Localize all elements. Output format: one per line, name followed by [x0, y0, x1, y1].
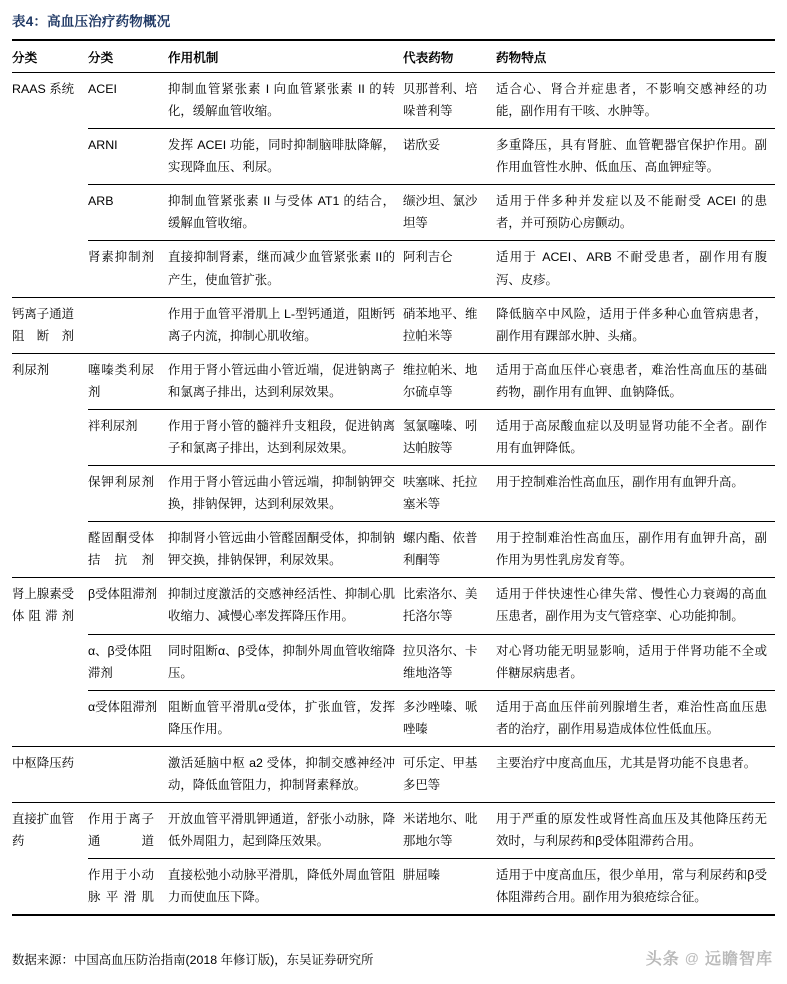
table-row [12, 634, 775, 690]
cell-subgroup: 作用于离子通道 [88, 803, 168, 859]
table-bottom-rule [12, 914, 775, 916]
cell-features: 适用于高血压伴心衰患者，难治性高血压的基础药物，副作用有血钾、血钠降低。 [496, 353, 775, 409]
cell-subgroup: α受体阻滞剂 [88, 690, 168, 746]
footer [0, 938, 787, 984]
cell-subgroup: ARB [88, 185, 168, 241]
cell-features: 适合心、肾合并症患者，不影响交感神经的功能，副作用有干咳、水肿等。 [496, 73, 775, 129]
cell-drugs: 氢氯噻嗪、吲达帕胺等 [403, 409, 496, 465]
cell-subgroup: 肾素抑制剂 [88, 241, 168, 297]
cell-subgroup: α、β受体阻滞剂 [88, 634, 168, 690]
cell-features: 多重降压，具有肾脏、血管靶器官保护作用。副作用血管性水肿、低血压、高血钾症等。 [496, 129, 775, 185]
cell-mechanism: 作用于肾小管远曲小管近端，促进钠离子和氯离子排出，达到利尿效果。 [168, 353, 403, 409]
cell-mechanism: 直接松弛小动脉平滑肌，降低外周血管阻力而使血压下降。 [168, 868, 395, 905]
table-row [12, 859, 775, 915]
table-row [12, 241, 775, 297]
at-sign-icon: @ [684, 949, 700, 966]
table-row [12, 297, 775, 353]
cell-drugs: 硝苯地平、维拉帕米等 [403, 297, 496, 353]
cell-subgroup [88, 746, 168, 802]
cell-features: 用于控制难治性高血压，副作用有血钾升高，副作用为男性乳房发育等。 [496, 522, 775, 578]
cell-drugs: 肼屈嗪 [403, 868, 441, 883]
table-body [12, 73, 775, 915]
cell-subgroup: 醛固酮受体拮抗剂 [88, 522, 168, 578]
cell-features: 适用于伴多种并发症以及不能耐受 ACEI 的患者，并可预防心房颤动。 [496, 185, 775, 241]
cell-subgroup: β受体阻滞剂 [88, 578, 168, 634]
column-header-category-1: 分类 [12, 40, 88, 73]
cell-features: 用于严重的原发性或肾性高血压及其他降压药无效时，与利尿药和β受体阻滞药合用。 [496, 803, 775, 859]
cell-drugs: 缬沙坦、氯沙坦等 [403, 185, 496, 241]
table-header-row [12, 40, 775, 73]
table-row [12, 353, 775, 409]
table-row [12, 746, 775, 802]
table-row [12, 690, 775, 746]
column-header-mechanism: 作用机制 [168, 40, 403, 73]
table-row [12, 522, 775, 578]
watermark [646, 946, 773, 969]
cell-group: 钙离子通道阻断剂 [12, 297, 88, 353]
cell-drugs: 米诺地尔、吡那地尔等 [403, 803, 496, 859]
cell-mechanism: 发挥 ACEI 功能，同时抑制脑啡肽降解，实现降血压、利尿。 [168, 129, 403, 185]
cell-drugs: 阿利吉仑 [403, 241, 496, 297]
cell-subgroup: ACEI [88, 73, 168, 129]
cell-mechanism: 作用于肾小管的髓袢升支粗段，促进钠离子和氯离子排出，达到利尿效果。 [168, 409, 403, 465]
cell-features: 主要治疗中度高血压，尤其是肾功能不良患者。 [496, 746, 775, 802]
cell-features: 用于控制难治性高血压，副作用有血钾升高。 [496, 466, 775, 522]
table-row [12, 466, 775, 522]
cell-mechanism: 作用于血管平滑肌上 L-型钙通道，阻断钙离子内流，抑制心肌收缩。 [168, 297, 403, 353]
cell-features: 适用于伴快速性心律失常、慢性心力衰竭的高血压患者，副作用为支气管痉挛、心功能抑制。 [496, 578, 775, 634]
cell-mechanism: 抑制肾小管远曲小管醛固酮受体，抑制钠钾交换，排钠保钾，利尿效果。 [168, 522, 403, 578]
cell-group: 利尿剂 [12, 362, 50, 377]
cell-subgroup: 保钾利尿剂 [88, 466, 168, 522]
table-row [12, 185, 775, 241]
data-source-note: 数据来源：中国高血压防治指南(2018 年修订版)，东吴证券研究所 [12, 953, 374, 967]
cell-mechanism: 阻断血管平滑肌α受体，扩张血管，发挥降压作用。 [168, 690, 403, 746]
cell-group: 直接扩血管药 [12, 812, 74, 849]
cell-mechanism: 直接抑制肾素，继而减少血管紧张素 II的产生，使血管扩张。 [168, 241, 403, 297]
table-row [12, 803, 775, 859]
table-header [12, 40, 775, 73]
cell-subgroup: 作用于小动脉平滑肌 [88, 868, 154, 905]
cell-group [12, 129, 88, 185]
cell-group [12, 409, 88, 465]
cell-group: 肾上腺素受体阻滞剂 [12, 587, 74, 624]
table-row [12, 578, 775, 634]
cell-drugs: 维拉帕米、地尔硫卓等 [403, 353, 496, 409]
cell-features: 降低脑卒中风险，适用于伴多种心血管病患者，副作用有踝部水肿、头痛。 [496, 297, 775, 353]
page-title: 表4：高血压治疗药物概况 [12, 14, 171, 29]
watermark-name: 远瞻智库 [704, 951, 773, 968]
table-row [12, 73, 775, 129]
cell-mechanism: 抑制血管紧张素 I 向血管紧张素 II 的转化，缓解血管收缩。 [168, 73, 403, 129]
table-row [12, 409, 775, 465]
cell-drugs: 诺欣妥 [403, 129, 496, 185]
table-row [12, 129, 775, 185]
drug-overview-table [12, 39, 775, 914]
column-header-features: 药物特点 [496, 40, 775, 73]
cell-drugs: 螺内酯、依普利酮等 [403, 522, 496, 578]
cell-subgroup: ARNI [88, 129, 168, 185]
cell-group [12, 241, 88, 297]
column-header-drugs: 代表药物 [403, 40, 496, 73]
cell-group [12, 690, 88, 746]
cell-drugs: 比索洛尔、美托洛尔等 [403, 578, 496, 634]
cell-subgroup: 袢利尿剂 [88, 409, 168, 465]
cell-drugs: 可乐定、甲基多巴等 [403, 746, 496, 802]
cell-group [12, 185, 88, 241]
cell-features: 适用于高血压伴前列腺增生者，难治性高血压患者的治疗，副作用易造成体位性低血压。 [496, 690, 775, 746]
cell-group [12, 466, 88, 522]
cell-mechanism: 作用于肾小管远曲小管远端，抑制钠钾交换，排钠保钾，达到利尿效果。 [168, 466, 403, 522]
cell-features: 适用于 ACEI、ARB 不耐受患者，副作用有腹泻、皮疹。 [496, 241, 775, 297]
cell-group [12, 634, 88, 690]
cell-mechanism: 激活延脑中枢 a2 受体，抑制交感神经冲动，降低血管阻力，抑制肾素释放。 [168, 746, 403, 802]
cell-subgroup: 噻嗪类利尿剂 [88, 353, 168, 409]
cell-drugs: 贝那普利、培哚普利等 [403, 73, 496, 129]
cell-drugs: 拉贝洛尔、卡维地洛等 [403, 634, 496, 690]
watermark-prefix: 头条 [645, 951, 680, 968]
cell-features: 适用于高尿酸血症以及明显肾功能不全者。副作用有血钾降低。 [496, 409, 775, 465]
cell-drugs: 多沙唑嗪、哌唑嗪 [403, 690, 496, 746]
cell-features: 对心肾功能无明显影响，适用于伴肾功能不全或伴糖尿病患者。 [496, 634, 775, 690]
cell-group: RAAS 系统 [12, 82, 74, 96]
cell-mechanism: 同时阻断α、β受体，抑制外周血管收缩降压。 [168, 634, 403, 690]
cell-mechanism: 开放血管平滑肌钾通道，舒张小动脉，降低外周阻力，起到降压效果。 [168, 803, 403, 859]
cell-mechanism: 抑制血管紧张素 II 与受体 AT1 的结合，缓解血管收缩。 [168, 185, 403, 241]
cell-drugs: 呋塞咪、托拉塞米等 [403, 466, 496, 522]
cell-mechanism: 抑制过度激活的交感神经活性、抑制心肌收缩力、减慢心率发挥降压作用。 [168, 578, 403, 634]
cell-group: 中枢降压药 [12, 746, 88, 802]
cell-features: 适用于中度高血压，很少单用，常与利尿药和β受体阻滞药合用。副作用为狼疮综合征。 [496, 868, 767, 905]
cell-subgroup [88, 297, 168, 353]
cell-group [12, 859, 88, 915]
cell-group [12, 522, 88, 578]
column-header-category-2: 分类 [88, 40, 168, 73]
